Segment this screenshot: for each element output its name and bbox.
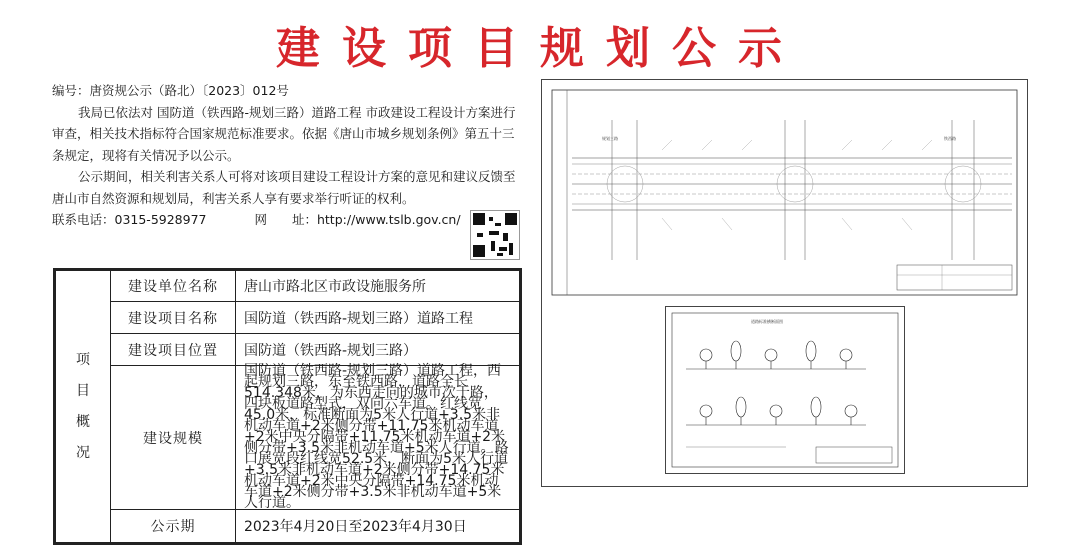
plan-label-west: 规划三路 [602,136,618,141]
website-link[interactable]: http://www.tslb.gov.cn/ [316,212,461,227]
qr-code-icon [470,210,520,260]
label-project-name: 建设项目名称 [111,302,236,334]
value-project-name: 国防道（铁西路-规划三路）道路工程 [236,302,521,334]
notice-number: 编号：唐资规公示（路北）〔2023〕012号 [52,83,289,98]
notice-paragraph-2: 公示期间，相关利害关系人可将对该项目建设工程设计方案的意见和建议反馈至唐山市自然资源和规划局，利害关系人享有要求举行听证的权利。 [52,169,516,206]
project-overview-table [53,268,522,545]
value-project-location: 国防道（铁西路-规划三路） [236,334,521,366]
cross-section-svg [666,307,904,473]
label-period: 公示期 [111,510,236,544]
plan-label-east: 铁西路 [944,136,956,141]
label-builder: 建设单位名称 [111,270,236,302]
section-drawing-title: 道路标准横断面图 [751,319,783,324]
section-header-text: 项 目 概 况 [76,351,90,461]
page-title: 建设项目规划公示 [276,23,804,74]
value-period: 2023年4月20日至2023年4月30日 [236,510,521,544]
label-scale: 建设规模 [111,366,236,510]
notice-text [52,80,522,231]
notice-paragraph-1: 我局已依法对 国防道（铁西路-规划三路）道路工程 市政建设工程设计方案进行审查，相关技术指标符合国家规范标准要求。依据《唐山市城乡规划条例》第五十三条规定，现将有关情况予以公示。 [52,104,516,163]
website-label: 网 址： [254,212,317,227]
label-project-location: 建设项目位置 [111,334,236,366]
phone-text: 联系电话：0315-5928977 [52,212,207,227]
value-scale: 国防道（铁西路-规划三路）道路工程，西起规划三路，东至铁西路，道路全长514.348米，为东西走向的城市次干路，四块板道路型式，双向六车道。红线宽45.0米，标准断面为5米人行道+3.5米非机动车道+2米侧分带+11.75米机动车道+2米中央分隔带+11.75米机动车道+2米侧分带+3.5米非机动车道+5米人行道。路口展宽段红线宽52.5米，断面为5米人行道+3.5米非机动车道+2米侧分带+14.75米机动车道+2米中央分隔带+14.75米机动车道+2米侧分带+3.5米非机动车道+5米人行道。 [236,366,521,510]
contact-line [52,209,522,231]
cross-section-drawing [665,306,905,474]
value-builder: 唐山市路北区市政设施服务所 [236,270,521,302]
section-header [55,270,111,544]
